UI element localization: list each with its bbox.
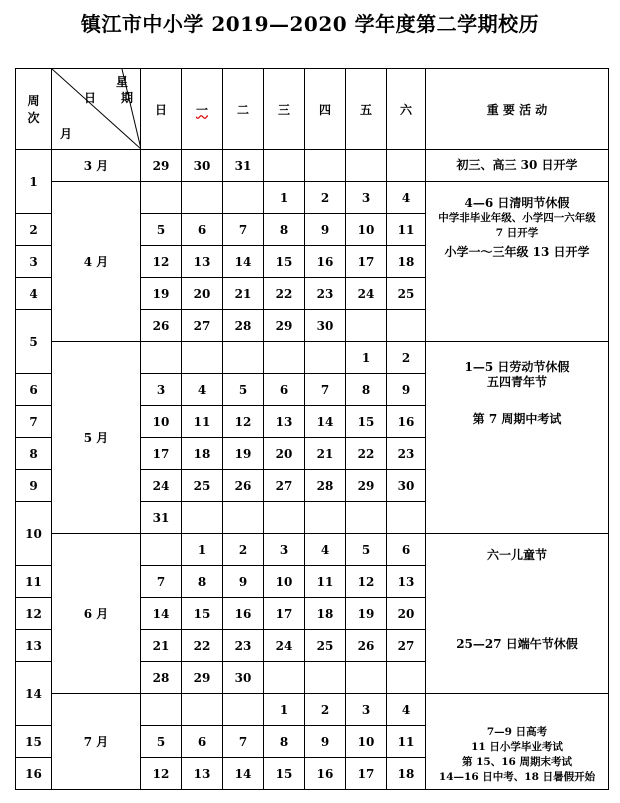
- date-cell: 7: [141, 566, 182, 598]
- date-cell: 4: [387, 694, 426, 726]
- page-title: 镇江市中小学 2019—2020 学年度第二学期校历: [80, 12, 540, 36]
- diag-xingqi-1: 星: [116, 75, 129, 89]
- date-cell: 12: [223, 406, 264, 438]
- date-cell: 18: [305, 598, 346, 630]
- date-cell: 9: [305, 214, 346, 246]
- date-cell: 10: [346, 726, 387, 758]
- school-calendar-table: [15, 68, 609, 790]
- date-cell: 12: [346, 566, 387, 598]
- date-cell: 16: [305, 758, 346, 790]
- day-header-wed: 三: [264, 69, 305, 150]
- date-cell: 25: [182, 470, 223, 502]
- week-cell: 1: [16, 150, 52, 214]
- week-cell: 11: [16, 566, 52, 598]
- week-header-text: 周 次: [27, 94, 40, 125]
- date-cell: 3: [346, 694, 387, 726]
- diagonal-header: [52, 69, 141, 150]
- date-cell: 8: [182, 566, 223, 598]
- date-cell: 31: [141, 502, 182, 534]
- date-cell: 30: [182, 150, 223, 182]
- date-cell: 28: [141, 662, 182, 694]
- date-cell: 17: [346, 758, 387, 790]
- week-header: [16, 69, 52, 150]
- activity-june: 六一儿童节 25—27 日端午节休假: [426, 534, 609, 694]
- date-cell: 26: [346, 630, 387, 662]
- date-cell: 6: [182, 726, 223, 758]
- date-cell: 5: [223, 374, 264, 406]
- date-cell: 18: [387, 246, 426, 278]
- date-cell: 3: [141, 374, 182, 406]
- month-cell-march: 3 月: [52, 150, 141, 182]
- date-cell: 13: [182, 758, 223, 790]
- date-cell: [346, 310, 387, 342]
- date-cell: 15: [264, 758, 305, 790]
- date-cell: 13: [387, 566, 426, 598]
- date-cell: 8: [346, 374, 387, 406]
- date-cell: 25: [387, 278, 426, 310]
- date-cell: 11: [387, 726, 426, 758]
- date-cell: 18: [387, 758, 426, 790]
- date-cell: 2: [223, 534, 264, 566]
- table-row: [16, 534, 609, 566]
- date-cell: 29: [182, 662, 223, 694]
- date-cell: [264, 342, 305, 374]
- date-cell: 16: [223, 598, 264, 630]
- day-header-fri: 五: [346, 69, 387, 150]
- date-cell: 2: [387, 342, 426, 374]
- month-cell-april: 4 月: [52, 182, 141, 342]
- day-header-sat: 六: [387, 69, 426, 150]
- date-cell: 27: [387, 630, 426, 662]
- date-cell: 11: [305, 566, 346, 598]
- date-cell: 14: [223, 246, 264, 278]
- date-cell: [223, 502, 264, 534]
- date-cell: 29: [346, 470, 387, 502]
- date-cell: 16: [387, 406, 426, 438]
- date-cell: [182, 694, 223, 726]
- date-cell: 18: [182, 438, 223, 470]
- date-cell: [141, 342, 182, 374]
- date-cell: 11: [182, 406, 223, 438]
- week-cell: 8: [16, 438, 52, 470]
- activity-header: 重 要 活 动: [426, 69, 609, 150]
- day-header-mon: 一: [182, 69, 223, 150]
- date-cell: 22: [346, 438, 387, 470]
- date-cell: 1: [182, 534, 223, 566]
- table-row: [16, 182, 609, 214]
- date-cell: 4: [305, 534, 346, 566]
- date-cell: 20: [264, 438, 305, 470]
- date-cell: 25: [305, 630, 346, 662]
- activity-april: 4—6 日清明节休假 中学非毕业年级、小学四一六年级 7 日开学 小学一～三年级 13 日开学: [426, 182, 609, 342]
- date-cell: [223, 342, 264, 374]
- month-cell-july: 7 月: [52, 694, 141, 790]
- date-cell: [346, 502, 387, 534]
- date-cell: 8: [264, 726, 305, 758]
- date-cell: 21: [223, 278, 264, 310]
- week-cell: 10: [16, 502, 52, 566]
- date-cell: 4: [387, 182, 426, 214]
- week-cell: 13: [16, 630, 52, 662]
- date-cell: 17: [346, 246, 387, 278]
- date-cell: [305, 342, 346, 374]
- date-cell: 5: [141, 214, 182, 246]
- table-row: [16, 694, 609, 726]
- date-cell: [387, 662, 426, 694]
- date-cell: 21: [141, 630, 182, 662]
- date-cell: 1: [346, 342, 387, 374]
- day-header-sun: 日: [141, 69, 182, 150]
- date-cell: [182, 182, 223, 214]
- date-cell: 27: [264, 470, 305, 502]
- diag-yue: 月: [60, 127, 73, 141]
- date-cell: 12: [141, 758, 182, 790]
- date-cell: 21: [305, 438, 346, 470]
- date-cell: 3: [346, 182, 387, 214]
- date-cell: [141, 694, 182, 726]
- week-cell: 12: [16, 598, 52, 630]
- date-cell: 27: [182, 310, 223, 342]
- date-cell: 22: [182, 630, 223, 662]
- date-cell: [387, 150, 426, 182]
- week-cell: 2: [16, 214, 52, 246]
- date-cell: 31: [223, 150, 264, 182]
- week-cell: 14: [16, 662, 52, 726]
- diag-xingqi-2: 期: [121, 91, 134, 105]
- date-cell: 17: [264, 598, 305, 630]
- week-cell: 15: [16, 726, 52, 758]
- date-cell: 13: [264, 406, 305, 438]
- table-row: [16, 342, 609, 374]
- date-cell: 4: [182, 374, 223, 406]
- date-cell: 3: [264, 534, 305, 566]
- date-cell: 7: [223, 214, 264, 246]
- date-cell: 26: [141, 310, 182, 342]
- week-cell: 6: [16, 374, 52, 406]
- date-cell: [182, 342, 223, 374]
- week-cell: 16: [16, 758, 52, 790]
- date-cell: 9: [223, 566, 264, 598]
- date-cell: 28: [305, 470, 346, 502]
- date-cell: 19: [223, 438, 264, 470]
- date-cell: 29: [264, 310, 305, 342]
- date-cell: [305, 150, 346, 182]
- date-cell: 7: [223, 726, 264, 758]
- month-cell-june: 6 月: [52, 534, 141, 694]
- date-cell: 14: [141, 598, 182, 630]
- date-cell: [305, 502, 346, 534]
- date-cell: 16: [305, 246, 346, 278]
- week-cell: 5: [16, 310, 52, 374]
- date-cell: 5: [141, 726, 182, 758]
- date-cell: 22: [264, 278, 305, 310]
- date-cell: [346, 662, 387, 694]
- date-cell: 10: [141, 406, 182, 438]
- week-cell: 4: [16, 278, 52, 310]
- activity-march: 初三、高三 30 日开学: [426, 150, 609, 182]
- diag-ri: 日: [84, 91, 97, 105]
- date-cell: [264, 502, 305, 534]
- date-cell: 30: [305, 310, 346, 342]
- date-cell: 15: [264, 246, 305, 278]
- date-cell: 1: [264, 694, 305, 726]
- date-cell: 20: [387, 598, 426, 630]
- date-cell: 30: [223, 662, 264, 694]
- date-cell: 30: [387, 470, 426, 502]
- date-cell: [387, 502, 426, 534]
- date-cell: 24: [264, 630, 305, 662]
- week-cell: 3: [16, 246, 52, 278]
- date-cell: [264, 662, 305, 694]
- date-cell: 11: [387, 214, 426, 246]
- activity-may: 1—5 日劳动节休假 五四青年节 第 7 周期中考试: [426, 342, 609, 534]
- date-cell: 12: [141, 246, 182, 278]
- date-cell: 6: [182, 214, 223, 246]
- date-cell: 24: [346, 278, 387, 310]
- date-cell: 10: [264, 566, 305, 598]
- date-cell: 8: [264, 214, 305, 246]
- date-cell: [141, 534, 182, 566]
- day-header-tue: 二: [223, 69, 264, 150]
- date-cell: 17: [141, 438, 182, 470]
- date-cell: 20: [182, 278, 223, 310]
- table-row: [16, 150, 609, 182]
- date-cell: 23: [223, 630, 264, 662]
- date-cell: 9: [387, 374, 426, 406]
- date-cell: [305, 662, 346, 694]
- date-cell: 19: [141, 278, 182, 310]
- date-cell: [223, 694, 264, 726]
- date-cell: 6: [387, 534, 426, 566]
- date-cell: 2: [305, 182, 346, 214]
- activity-july: 7—9 日高考 11 日小学毕业考试 第 15、16 周期末考试 14—16 日中考、18 日暑假开始: [426, 694, 609, 790]
- date-cell: 14: [305, 406, 346, 438]
- date-cell: 2: [305, 694, 346, 726]
- date-cell: 1: [264, 182, 305, 214]
- date-cell: [346, 150, 387, 182]
- date-cell: [264, 150, 305, 182]
- date-cell: 15: [182, 598, 223, 630]
- header-row: [16, 69, 609, 150]
- date-cell: 6: [264, 374, 305, 406]
- date-cell: 29: [141, 150, 182, 182]
- week-cell: 9: [16, 470, 52, 502]
- date-cell: 28: [223, 310, 264, 342]
- month-cell-may: 5 月: [52, 342, 141, 534]
- date-cell: [387, 310, 426, 342]
- date-cell: 9: [305, 726, 346, 758]
- date-cell: 13: [182, 246, 223, 278]
- date-cell: [223, 182, 264, 214]
- week-cell: 7: [16, 406, 52, 438]
- date-cell: 14: [223, 758, 264, 790]
- date-cell: [182, 502, 223, 534]
- date-cell: 23: [387, 438, 426, 470]
- date-cell: 10: [346, 214, 387, 246]
- date-cell: 7: [305, 374, 346, 406]
- date-cell: 23: [305, 278, 346, 310]
- date-cell: 15: [346, 406, 387, 438]
- date-cell: 5: [346, 534, 387, 566]
- date-cell: 24: [141, 470, 182, 502]
- date-cell: [141, 182, 182, 214]
- date-cell: 26: [223, 470, 264, 502]
- date-cell: 19: [346, 598, 387, 630]
- day-header-thu: 四: [305, 69, 346, 150]
